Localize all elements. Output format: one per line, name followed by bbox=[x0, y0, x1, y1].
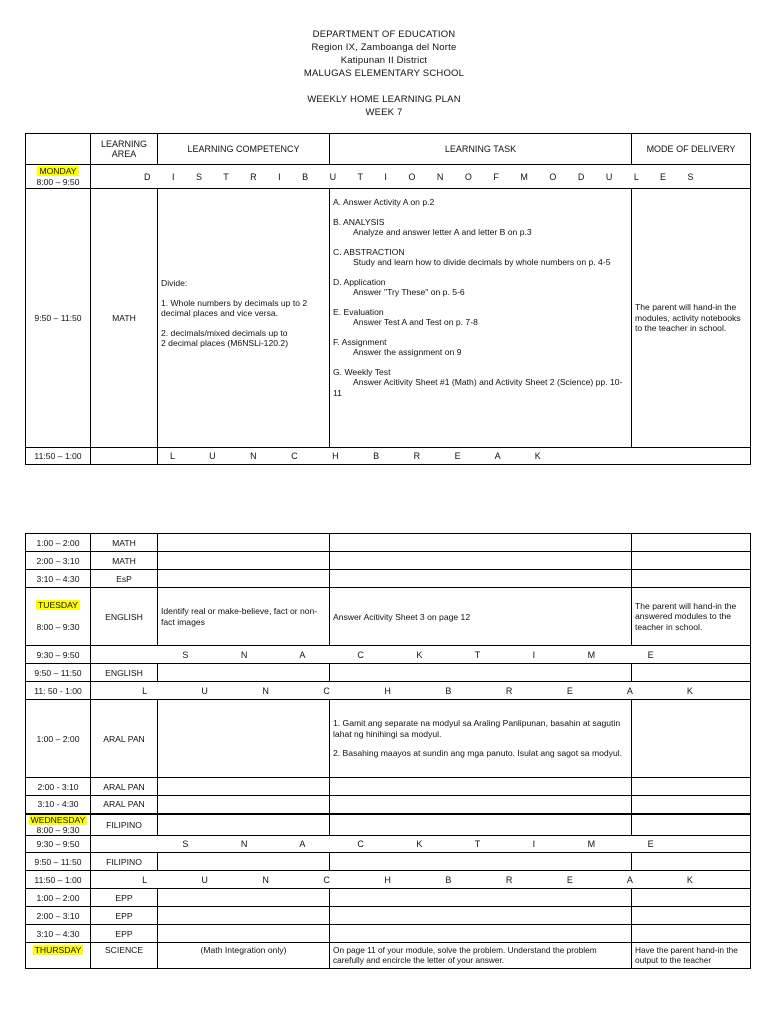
header-region: Region IX, Zamboanga del Norte bbox=[311, 42, 457, 53]
table-row bbox=[26, 700, 751, 778]
time-label: 2:00 – 3:10 bbox=[26, 907, 91, 925]
table-row bbox=[26, 796, 751, 814]
table-row bbox=[26, 588, 751, 646]
day-time-cell bbox=[26, 165, 91, 189]
time-label: 8:00 – 9:30 bbox=[36, 824, 80, 835]
learning-competency: (Math Integration only) bbox=[158, 943, 330, 969]
mode-of-delivery: The parent will hand-in the answered modules to the teacher in school. bbox=[632, 588, 751, 646]
table-row bbox=[26, 534, 751, 552]
table-row bbox=[26, 552, 751, 570]
header-department: DEPARTMENT OF EDUCATION bbox=[312, 29, 456, 40]
time-label: 9:50 – 11:50 bbox=[26, 853, 91, 871]
header-week: WEEK 7 bbox=[365, 107, 403, 118]
time-label: 8:00 – 9:30 bbox=[36, 622, 80, 632]
learning-area: EsP bbox=[91, 570, 158, 588]
header-school: MALUGAS ELEMENTARY SCHOOL bbox=[303, 68, 465, 79]
learning-area: MATH bbox=[91, 534, 158, 552]
time-label: 3:10 – 4:30 bbox=[26, 925, 91, 943]
table-row bbox=[26, 907, 751, 925]
table-row bbox=[26, 853, 751, 871]
learning-area: FILIPINO bbox=[91, 814, 158, 836]
distribution-banner: D I S T R I B U T I O N O F M O D U L E S bbox=[91, 165, 751, 189]
day-label-thursday: THURSDAY bbox=[34, 945, 82, 955]
time-label: 3:10 - 4:30 bbox=[26, 796, 91, 814]
learning-competency: Identify real or make-believe, fact or non-fact images bbox=[158, 588, 330, 646]
time-label: 11: 50 - 1:00 bbox=[26, 682, 91, 700]
time-label: 1:00 – 2:00 bbox=[26, 534, 91, 552]
learning-competency: Divide: 1. Whole numbers by decimals up to 2 decimal places and vice versa. 2. decimals/mixed decimals up to 2 decimal places (M6NSLi-120.2) bbox=[158, 189, 330, 448]
time-label: 9:50 – 11:50 bbox=[26, 664, 91, 682]
document-header bbox=[0, 28, 768, 119]
header-plan-title: WEEKLY HOME LEARNING PLAN bbox=[307, 94, 461, 105]
learning-area: ENGLISH bbox=[91, 588, 158, 646]
learning-area: MATH bbox=[91, 552, 158, 570]
learning-area: FILIPINO bbox=[91, 853, 158, 871]
learning-area: ARAL PAN bbox=[91, 700, 158, 778]
table-row bbox=[26, 682, 751, 700]
table-row bbox=[26, 646, 751, 664]
table-row bbox=[26, 925, 751, 943]
day-label-wednesday: WEDNESDAY bbox=[30, 814, 86, 825]
table-row bbox=[26, 778, 751, 796]
table-row bbox=[26, 664, 751, 682]
day-label-tuesday: TUESDAY bbox=[38, 600, 78, 610]
col-header-delivery: MODE OF DELIVERY bbox=[632, 134, 751, 165]
learning-area: ENGLISH bbox=[91, 664, 158, 682]
time-label: 1:00 – 2:00 bbox=[26, 889, 91, 907]
table-row bbox=[26, 570, 751, 588]
schedule-table-monday bbox=[25, 133, 751, 465]
lunch-break-banner: L U N C H B R E A K bbox=[158, 448, 751, 465]
lunch-break-banner: L U N C H B R E A K bbox=[91, 871, 751, 889]
table-row bbox=[26, 943, 751, 969]
header-district: Katipunan II District bbox=[340, 55, 428, 66]
col-header-learning-area: LEARNING AREA bbox=[91, 134, 158, 165]
schedule-table-continued bbox=[25, 533, 751, 969]
learning-area: ARAL PAN bbox=[91, 778, 158, 796]
learning-task: Answer Acitivity Sheet 3 on page 12 bbox=[330, 588, 632, 646]
mode-of-delivery: The parent will hand-in the modules, activity notebooks to the teacher in school. bbox=[632, 189, 751, 448]
snack-time-banner: S N A C K T I M E bbox=[91, 646, 751, 664]
col-header-competency: LEARNING COMPETENCY bbox=[158, 134, 330, 165]
col-header-task: LEARNING TASK bbox=[330, 134, 632, 165]
learning-task: A. Answer Activity A on p.2 B. ANALYSIS Analyze and answer letter A and letter B on p.3 C. ABSTRACTION Study and learn how to divide decimals by whole numbers on p. 4-5 D. Application Answer "Try These" on p. 5-6 E. Evaluation Answer Test A and Test on p. 7-8 F. Assignment Answer the assignment on 9 G. Weekly Test Answer Acitivity Sheet #1 (Math) and Activity Sheet 2 (Science) pp. 10-11 bbox=[330, 189, 632, 448]
time-label: 9:30 – 9:50 bbox=[26, 836, 91, 853]
time-label: 11:50 – 1:00 bbox=[26, 871, 91, 889]
time-label: 9:30 – 9:50 bbox=[26, 646, 91, 664]
time-label: 11:50 – 1:00 bbox=[26, 448, 91, 465]
day-time-cell bbox=[26, 588, 91, 646]
time-label: 2:00 – 3:10 bbox=[26, 552, 91, 570]
table-row bbox=[26, 448, 751, 465]
day-time-cell bbox=[26, 943, 91, 969]
time-label: 1:00 – 2:00 bbox=[26, 700, 91, 778]
table-row bbox=[26, 836, 751, 853]
learning-task: On page 11 of your module, solve the problem. Understand the problem carefully and encircle the letter of your answer. bbox=[330, 943, 632, 969]
learning-task: 1. Gamit ang separate na modyul sa Araling Panlipunan, basahin at sagutin lahat ng hinihingi sa modyul. 2. Basahing maayos at sundin ang mga panuto. Isulat ang sagot sa modyul. bbox=[330, 700, 632, 778]
time-label: 8:00 – 9:50 bbox=[36, 176, 80, 187]
learning-area: ARAL PAN bbox=[91, 796, 158, 814]
table-row bbox=[26, 165, 751, 189]
learning-area: SCIENCE bbox=[91, 943, 158, 969]
learning-area: EPP bbox=[91, 925, 158, 943]
learning-area: EPP bbox=[91, 907, 158, 925]
table-row bbox=[26, 189, 751, 448]
day-label-monday: MONDAY bbox=[39, 165, 77, 176]
time-label: 3:10 – 4:30 bbox=[26, 570, 91, 588]
day-time-cell bbox=[26, 814, 91, 836]
learning-area: EPP bbox=[91, 889, 158, 907]
time-label: 2:00 - 3:10 bbox=[26, 778, 91, 796]
table-row bbox=[26, 889, 751, 907]
snack-time-banner: S N A C K T I M E bbox=[91, 836, 751, 853]
table-row bbox=[26, 814, 751, 836]
table-row bbox=[26, 871, 751, 889]
mode-of-delivery: Have the parent hand-in the output to the teacher bbox=[632, 943, 751, 969]
lunch-break-banner: L U N C H B R E A K bbox=[91, 682, 751, 700]
time-label: 9:50 – 11:50 bbox=[26, 189, 91, 448]
table-header-row bbox=[26, 134, 751, 165]
col-header-day-time bbox=[26, 134, 91, 165]
learning-area: MATH bbox=[91, 189, 158, 448]
